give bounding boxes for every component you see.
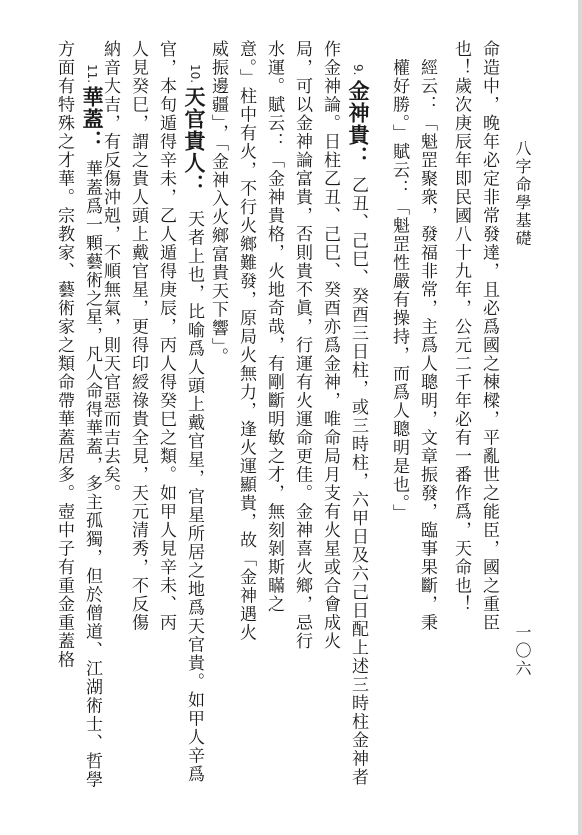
- text-line: 人見癸巳，謂之貴人頭上戴官星，更得印綬祿貴全見，天元清秀，不反傷: [128, 40, 148, 632]
- page-number: 一〇六: [513, 624, 532, 678]
- section-number: 11.: [85, 64, 99, 84]
- text-line: 作金神論。日柱乙丑、己巳、癸酉亦爲金神，唯命局月支有火星或合會成火: [320, 40, 340, 651]
- text-line: 納音大吉，有反傷沖剋，不順無氣，則天官惡而吉去矣。: [100, 40, 120, 503]
- page-edge: [578, 0, 582, 835]
- text-line: 經云：「魁罡聚衆，發福非常，主爲人聰明，文章振發，臨事果斷，秉: [417, 40, 437, 632]
- book-title: 八字命學基礎: [513, 140, 532, 248]
- text-line: 乙丑、己巳、癸酉三日柱，或三時柱，六甲日及六己日配上述三時柱金神者: [348, 176, 368, 787]
- text-line: 威振邊疆」，「金神入火鄉富貴天下響」。: [208, 40, 228, 366]
- text-line: 也！歲次庚辰年即民國八十九年，公元二千年必有一番作爲，天命也！: [451, 40, 471, 614]
- section-heading: 天官貴人：: [182, 86, 207, 196]
- text-line: 權好勝。」賦云：「魁罡性嚴有操持，而爲人聰明是也。」: [389, 40, 409, 523]
- text-line: 意。」柱中有火，不行火鄉難發，原局火無力，逢火運顯貴，故「金神遇火: [236, 40, 256, 642]
- text-line: 局，可以金神論富貴，否則貴不眞，行運有火運命更佳。金神喜火鄉，忌行: [292, 40, 312, 651]
- section-heading: 金神貴：: [346, 80, 371, 168]
- text-line: 水運。賦云：「金神貴格，火地奇哉，有剛斷明敏之才，無刻剝斯瞞之: [264, 40, 284, 614]
- text-line: 官，本旬遁得辛未，乙人遁得庚辰，丙人得癸巳之類。如甲人見辛未、丙: [156, 40, 176, 632]
- section-heading: 華蓋：: [80, 86, 105, 152]
- section-number: 10.: [188, 64, 202, 84]
- section-number: 9.: [351, 64, 365, 76]
- text-line: 華蓋爲一顆藝術之星，凡人命得華蓋，多主孤獨，但於僧道、江湖術士、哲學: [82, 160, 102, 789]
- text-line: 方面有特殊之才華。宗教家、藝術家之類命帶華蓋居多。壺中子有重金重蓋格: [54, 40, 74, 669]
- text-line: 命造中，晚年必定非常發達，且必爲國之棟樑，平亂世之能臣，國之重臣: [479, 40, 499, 632]
- text-line: 天者上也，比喻爲人頭上戴官星，官星所居之地爲天官貴。如甲人辛爲: [184, 210, 204, 784]
